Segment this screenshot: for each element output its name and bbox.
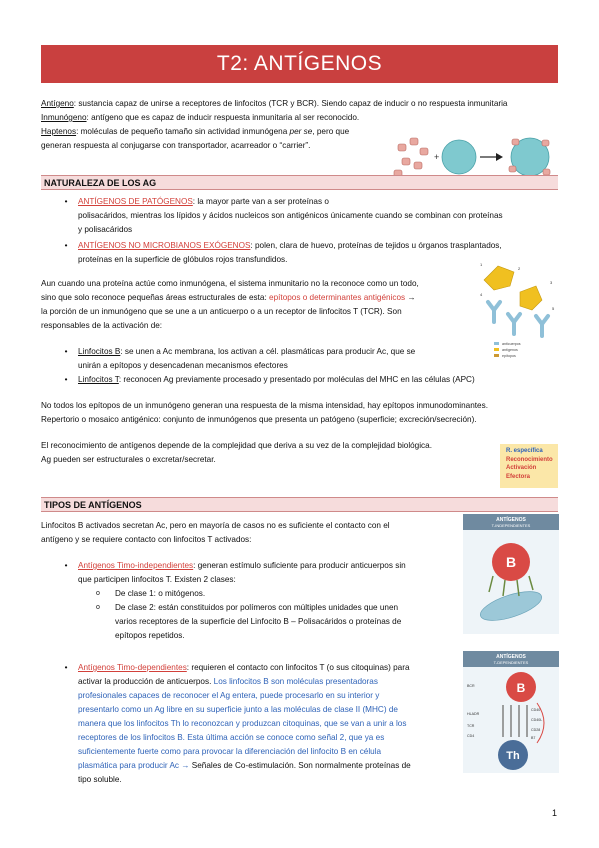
label-hladr: HLADR xyxy=(467,712,480,716)
antigen-shapes xyxy=(484,266,542,310)
label-no-microbianos: ANTÍGENOS NO MICROBIANOS EXÓGENOS xyxy=(78,241,251,250)
text-haptenos-1: : moléculas de pequeño tamaño sin actividad inmunógena xyxy=(76,127,290,136)
ti-clase2-3: epítopos repetidos. xyxy=(115,631,185,640)
page-number: 1 xyxy=(551,807,557,818)
fig-num-3: 3 xyxy=(550,280,553,285)
ti-clase2-1: De clase 2: están constituidos por polímeros con múltiples unidades que unen xyxy=(115,603,399,612)
bullet: • xyxy=(64,375,68,384)
epitope-antibody-figure xyxy=(480,262,560,360)
text-haptenos-2: , pero que xyxy=(312,127,350,136)
section-heading-tipos: TIPOS DE ANTÍGENOS xyxy=(41,497,558,512)
label-cd4: CD4 xyxy=(467,734,475,738)
section-heading-naturaleza: NATURALEZA DE LOS AG xyxy=(41,175,558,190)
para1-line1: Aun cuando una proteína actúe como inmunógena, el sistema inmunitario no la reconoce como un todo, xyxy=(41,279,419,288)
fig-num-5: 5 xyxy=(552,306,555,311)
label-timo-independientes: Antígenos Timo-independientes xyxy=(78,561,194,570)
legend-antigenos: antígenos xyxy=(502,348,518,352)
def-haptenos xyxy=(41,126,349,138)
carrier-molecule xyxy=(442,140,476,174)
term-haptenos: Haptenos xyxy=(41,127,77,136)
label-b7: B7 xyxy=(531,736,536,740)
fig-td-title-2: T-DEPENDIENTES xyxy=(493,660,529,665)
text-td-2a: activar la producción de anticuerpos. xyxy=(78,677,214,686)
legend-swatch-antigenos xyxy=(494,348,499,351)
text-td-6: receptores de los linfocitos B. Esta última acción se conoce como señal 2, que ya es xyxy=(78,733,385,742)
label-cd28: CD28 xyxy=(531,728,541,732)
legend-swatch-epitopos xyxy=(494,354,499,357)
text-td-8a: plasmática para producir Ac → xyxy=(78,761,192,770)
def-inmunogeno xyxy=(41,112,359,124)
text-no-microbianos-2: proteínas en la superficie de glóbulos rojos transfundidos. xyxy=(78,255,288,264)
fig-ti-title-1: ANTÍGENOS xyxy=(496,517,526,523)
para2-line1: No todos los epítopos de un inmunógeno generan una respuesta de la misma intensidad, hay epítopos inmunodominantes. xyxy=(41,401,488,410)
intro-line2: antígeno y se requiere contacto con linfocitos T activados: xyxy=(41,535,252,544)
item-no-microbianos xyxy=(78,240,502,252)
box-resp-3: Activación xyxy=(506,465,537,472)
box-resp-1: R. específica xyxy=(506,448,543,454)
def-haptenos-line2: generan respuesta al conjugarse con transportador, acarreador o “carrier”. xyxy=(41,141,311,150)
arrow-head xyxy=(496,153,503,161)
box-resp-2: Reconocimiento xyxy=(506,456,553,463)
label-linfocitos-b: Linfocitos B xyxy=(78,347,121,356)
item-timo-dependientes xyxy=(78,662,410,674)
text-td-5: manera que los linfocitos Th lo reconozcan y produzcan citoquinas, que se van a unir a los xyxy=(78,719,407,728)
text-patogenos-1: : la mayor parte van a ser proteínas o xyxy=(192,197,329,206)
text-td-2 xyxy=(78,676,378,688)
legend-epitopos: epítopos xyxy=(502,354,516,358)
text-td-1: : requieren el contacto con linfocitos T (o sus citoquinas) para xyxy=(186,663,410,672)
fig-num-2: 2 xyxy=(518,266,521,271)
hapten-molecules xyxy=(394,138,428,177)
bullet: • xyxy=(64,197,68,206)
text-td-9: tipo soluble. xyxy=(78,775,122,784)
label-bcr: BCR xyxy=(467,684,475,688)
text-td-4: presentarlo como un Ag libre en su superficie junto a las moléculas de clase II (MHC) de xyxy=(78,705,398,714)
item-timo-independientes xyxy=(78,560,406,572)
legend-anticuerpos: anticuerpos xyxy=(502,342,521,346)
def-antigeno xyxy=(41,98,507,110)
text-antigeno: : sustancia capaz de unirse a receptores de linfocitos (TCR y BCR). Siendo capaz de inducir o no respuesta inmunitaria xyxy=(73,99,508,108)
label-cd40: CD40 xyxy=(531,708,541,712)
label-timo-dependientes: Antígenos Timo-dependientes xyxy=(78,663,187,672)
fig-num-1: 1 xyxy=(480,262,483,267)
para1-line2c: → xyxy=(405,293,416,302)
antibody-shapes xyxy=(488,302,548,336)
item-linfocitos-b xyxy=(78,346,415,358)
th-cell-label: Th xyxy=(506,750,520,762)
plus-sign: + xyxy=(434,152,440,162)
response-box xyxy=(500,444,558,488)
label-patogenos: ANTÍGENOS DE PATÓGENOS xyxy=(78,197,193,206)
term-antigeno: Antígeno xyxy=(41,99,74,108)
bullet: • xyxy=(64,663,68,672)
para1-line3: la porción de un inmunógeno que se une a un anticuerpo o a un receptor de linfocitos T (TCR). Son xyxy=(41,307,402,316)
text-patogenos-3: y polisacáridos xyxy=(78,225,133,234)
epitopos-highlight: epítopos o determinantes antigénicos xyxy=(269,293,406,302)
label-tcr: TCR xyxy=(467,724,475,728)
para1-line4: responsables de la activación de: xyxy=(41,321,163,330)
text-ti-1: : generan estímulo suficiente para producir anticuerpos sin xyxy=(193,561,406,570)
label-cd40l: CD40L xyxy=(531,718,543,722)
b-cell-label: B xyxy=(505,554,517,570)
label-linfocitos-t: Linfocitos T xyxy=(78,375,119,384)
bullet: • xyxy=(64,347,68,356)
text-td-8b: Señales de Co-estimulación. Son normalmente proteínas de xyxy=(191,761,411,770)
ti-clase1: De clase 1: o mitógenos. xyxy=(115,589,206,598)
text-td-7: suficientemente fuerte como para provocar la diferenciación del linfocito B en célula xyxy=(78,747,382,756)
intro-line1: Linfocitos B activados secretan Ac, pero en mayoría de casos no es suficiente el contacto con el xyxy=(41,521,390,530)
box-resp-4: Efectora xyxy=(506,474,531,481)
legend-swatch-anticuerpos xyxy=(494,342,499,345)
para3-line2: Ag pueden ser estructurales o excretar/secretar. xyxy=(41,455,216,464)
page-title: T2: ANTÍGENOS xyxy=(216,51,383,75)
text-haptenos-italic: per se xyxy=(289,127,313,136)
item-linfocitos-t xyxy=(78,374,475,386)
bullet: • xyxy=(64,561,68,570)
item-patogenos xyxy=(78,196,329,208)
fig-num-4: 4 xyxy=(480,292,483,297)
ti-clase2-2: varios receptores de la superficie del Linfocito B – Polisacáridos o proteínas de xyxy=(115,617,402,626)
text-linfocitos-b-2: unirán a epítopos y desencadenan mecanismos efectores xyxy=(78,361,288,370)
term-inmunogeno: Inmunógeno xyxy=(41,113,87,122)
text-linfocitos-b-1: : se unen a Ac membrana, los activan a cél. plasmáticas para producir Ac, que se xyxy=(120,347,416,356)
text-linfocitos-t: : reconocen Ag previamente procesado y presentado por moléculas del MHC en las células (APC) xyxy=(118,375,475,384)
text-patogenos-2: polisacáridos, mientras los lípidos y ácidos nucleicos son antigénicos únicamente cuando se combinan con proteínas xyxy=(78,211,503,220)
para1-line2a: sino que solo reconoce pequeñas áreas estructurales de esta: xyxy=(41,293,270,302)
sub-bullet: o xyxy=(96,590,100,597)
text-ti-2: que participen linfocitos T. Existen 2 clases: xyxy=(78,575,236,584)
fig-ti-title-2: T-INDEPENDIENTES xyxy=(491,523,531,528)
para2-line2: Repertorio o mosaico antigénico: conjunto de inmunógenos que presenta un patógeno (superficie; excreción/secreción). xyxy=(41,415,477,424)
para3-line1: El reconocimiento de antígenos depende de la complejidad que deriva a su vez de la complejidad biológica. xyxy=(41,441,432,450)
fig-td-title-1: ANTÍGENOS xyxy=(496,654,526,660)
sub-bullet: o xyxy=(96,604,100,611)
text-td-2b: Los linfocitos B son moléculas presentadoras xyxy=(213,677,378,686)
title-bar xyxy=(41,45,558,83)
b-cell-td-label: B xyxy=(516,681,526,695)
text-td-8 xyxy=(78,760,411,772)
t-independent-figure xyxy=(463,514,559,634)
para1-line2 xyxy=(41,292,416,304)
text-no-microbianos-1: : polen, clara de huevo, proteínas de tejidos u órganos trasplantados, xyxy=(250,241,502,250)
text-td-3: profesionales capaces de reconocer el Ag entera, puede procesarlo en su interior y xyxy=(78,691,380,700)
t-dependent-figure xyxy=(463,651,559,773)
text-inmunogeno: : antígeno que es capaz de inducir respuesta inmunitaria al ser reconocido. xyxy=(86,113,360,122)
bullet: • xyxy=(64,241,68,250)
